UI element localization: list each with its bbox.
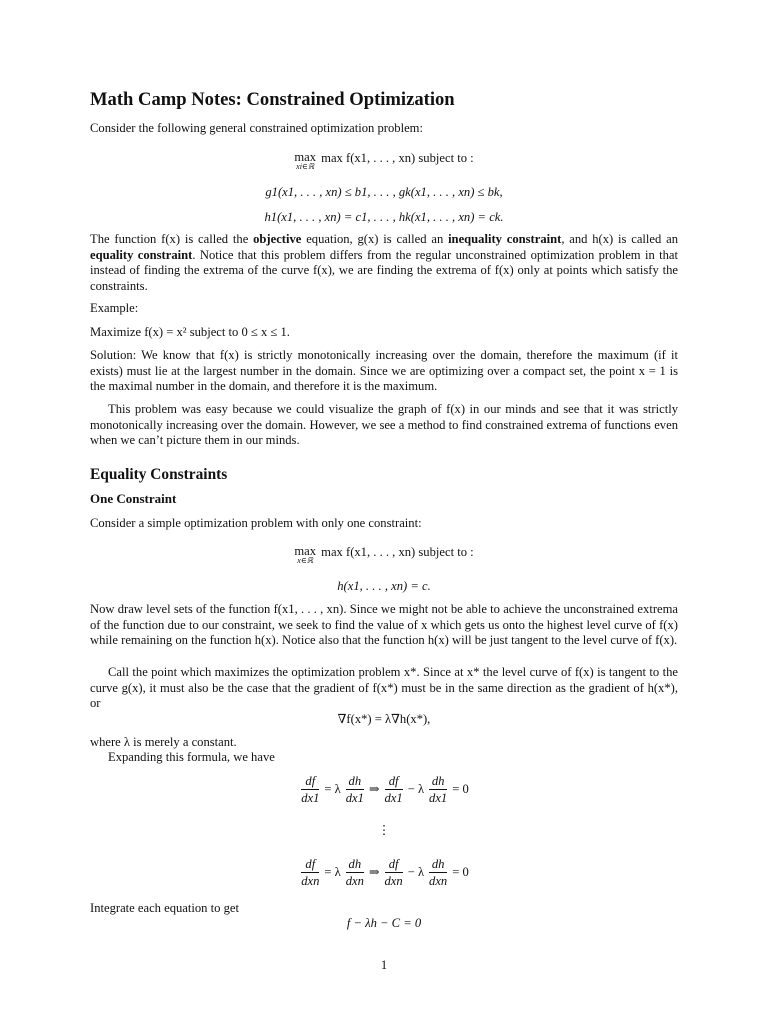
problem1-eq-constraints: h1(x1, . . . , xn) = c1, . . . , hk(x1, . . . , xn) = ck.	[264, 210, 504, 224]
problem1-objective	[90, 151, 678, 171]
fraction: $\frac{df}{dx1}$	[384, 774, 403, 805]
definitions-text-3: , and h(x) is called an	[561, 232, 679, 246]
objective-term: objective	[253, 232, 302, 246]
equals-zero: = 0	[452, 864, 469, 879]
definitions-text-1: The function f(x) is called the	[90, 232, 249, 246]
equality-term: equality constraint	[90, 247, 193, 262]
equals-lambda: = λ	[324, 781, 341, 796]
fraction: $\frac{dh}{dx1}$	[345, 774, 364, 805]
section-title: Equality Constraints	[90, 466, 228, 483]
integrate-text: Integrate each equation to get	[90, 901, 239, 915]
problem2-objective	[90, 545, 678, 565]
page-number: 1	[380, 958, 388, 972]
integrated-equation: f − λh − C = 0	[346, 916, 422, 930]
fraction: $\frac{df}{\text{dxn}}$	[301, 857, 320, 888]
easy-paragraph: This problem was easy because we could visualize the graph of f(x) in our minds and see that it was strictly monotonically increasing over the domain. However, we see a method to find constrained extrema of functions even when we can’t picture them in our minds.	[90, 402, 678, 448]
max-subscript: xi∈ℝ	[296, 162, 315, 171]
problem1-ineq-constraints: g1(x1, . . . , xn) ≤ b1, . . . , gk(x1, . . . , xn) ≤ bk,	[265, 185, 503, 199]
subsection-title: One Constraint	[90, 491, 177, 506]
problem2-objective-text: max f(x1, . . . , xn) subject to :	[321, 545, 474, 559]
definitions-paragraph	[90, 232, 678, 294]
equals-zero: = 0	[452, 781, 469, 796]
simple-intro: Consider a simple optimization problem with only one constraint:	[90, 516, 422, 530]
implies-arrow: ⇒	[368, 864, 380, 879]
fraction: $\frac{df}{dx1}$	[301, 774, 320, 805]
vertical-dots: ⋮	[377, 823, 391, 837]
expanding-text: Expanding this formula, we have	[108, 750, 275, 764]
definitions-text-4: . Notice that this problem differs from the regular unconstrained optimization problem in that instead of finding the extrema of the curve f(x), we are finding the extrema of f(x) only at points which satisfy the constraints.	[90, 247, 678, 293]
fraction: $\frac{df}{\text{dxn}}$	[384, 857, 403, 888]
example-label: Example:	[90, 301, 139, 315]
max-subscript-2: x∈ℝ	[297, 556, 314, 565]
fraction: $\frac{dh}{\text{dxn}}$	[345, 857, 364, 888]
solution-paragraph: Solution: We know that f(x) is strictly monotonically increasing over the domain, therefore the maximum (if it exists) must lie at the largest number in the domain. Since we are optimizing over a compact set, the point x = 1 is the maximal number in the domain, and therefore it is the maximum.	[90, 348, 678, 394]
problem1-objective-text: max f(x1, . . . , xn) subject to :	[321, 151, 474, 165]
implies-arrow: ⇒	[368, 781, 380, 796]
max-operator: max	[294, 150, 317, 164]
gradient-equation: ∇f(x*) = λ∇h(x*),	[337, 712, 431, 726]
page-title: Math Camp Notes: Constrained Optimization	[90, 89, 455, 110]
minus-lambda: − λ	[407, 781, 425, 796]
example-statement: Maximize f(x) = x² subject to 0 ≤ x ≤ 1.	[90, 325, 290, 339]
fraction: $\frac{dh}{\text{dxn}}$	[429, 857, 448, 888]
definitions-text-2: equation, g(x) is called an	[306, 232, 444, 246]
problem2-constraint: h(x1, . . . , xn) = c.	[337, 579, 431, 593]
frac-equation-n	[90, 857, 678, 888]
minus-lambda: − λ	[407, 864, 425, 879]
lambda-note: where λ is merely a constant.	[90, 735, 237, 749]
equals-lambda: = λ	[324, 864, 341, 879]
level-sets-paragraph: Now draw level sets of the function f(x1, . . . , xn). Since we might not be able to achieve the unconstrained extrema of the function due to our constraint, we seek to find the value of x which gets us onto the highest level curve of f(x) while remaining on the function h(x). Notice also that the function h(x) will be just tangent to the level curve of f(x).	[90, 602, 678, 648]
max-operator-2: max	[294, 544, 317, 558]
intro-text: Consider the following general constrained optimization problem:	[90, 121, 423, 135]
fraction: $\frac{dh}{dx1}$	[429, 774, 448, 805]
call-point-paragraph: Call the point which maximizes the optimization problem x*. Since at x* the level curve of f(x) is tangent to the curve g(x), it must also be the case that the gradient of f(x*) must be in the same direction as the gradient of h(x*), or	[90, 665, 678, 711]
inequality-term: inequality constraint	[448, 232, 562, 246]
frac-equation-1	[90, 774, 678, 805]
